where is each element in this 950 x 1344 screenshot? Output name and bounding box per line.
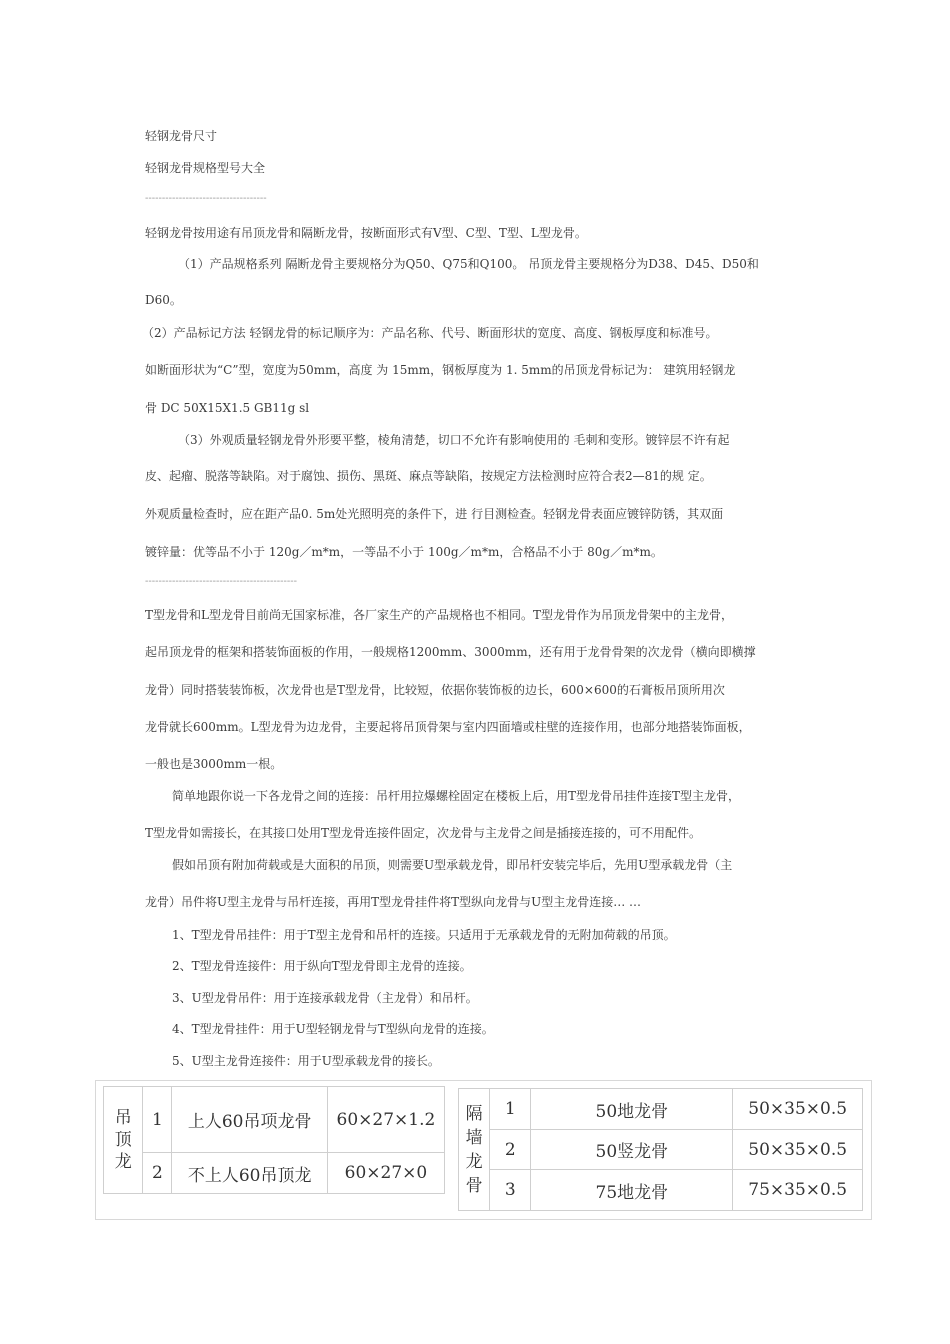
paragraph-connection-line: 简单地跟你说一下各龙骨之间的连接：吊杆用拉爆螺栓固定在楼板上后，用T型龙骨吊挂件连接T型主龙骨，: [172, 789, 741, 803]
table-cell-spec: 50×35×0.5: [733, 1089, 863, 1130]
table-cell-spec: 60×27×1.2: [327, 1087, 444, 1153]
separator: ------------------------------------: [145, 193, 267, 204]
table-cell-spec: 75×35×0.5: [733, 1170, 863, 1211]
table-group-label: 吊顶龙: [104, 1087, 143, 1194]
doc-subtitle: 轻钢龙骨规格型号大全: [145, 161, 266, 175]
list-item: 5、U型主龙骨连接件：用于U型承载龙骨的接长。: [172, 1054, 440, 1068]
paragraph-mark-line: （2）产品标记方法 轻钢龙骨的标记顺序为：产品名称、代号、断面形状的宽度、高度、钢板厚度和标准号。: [142, 326, 718, 340]
paragraph-t-type-line: 一般也是3000mm一根。: [145, 757, 283, 771]
table-cell-no: 2: [143, 1153, 172, 1194]
list-item: 2、T型龙骨连接件：用于纵向T型龙骨即主龙骨的连接。: [172, 959, 472, 973]
paragraph-quality-line: 镀锌量：优等品不小于 120g／m*m，一等品不小于 100g／m*m，合格品不小于 80g／m*m。: [145, 545, 663, 559]
table-cell-name: 75地龙骨: [531, 1170, 733, 1211]
paragraph-t-type-line: 龙骨就长600mm。L型龙骨为边龙骨，主要起将吊顶骨架与室内四面墙或柱壁的连接作用，也部分地搭装饰面板，: [145, 720, 751, 734]
paragraph-quality-line: 皮、起瘤、脱落等缺陷。对于腐蚀、损伤、黑斑、麻点等缺陷，按规定方法检测时应符合表2—81的规 定。: [145, 469, 712, 483]
table-cell-no: 2: [490, 1130, 531, 1170]
list-item: 1、T型龙骨吊挂件：用于T型主龙骨和吊杆的连接。只适用于无承载龙骨的无附加荷载的吊顶。: [172, 928, 676, 942]
table-cell-name: 上人60吊项龙骨: [172, 1087, 327, 1153]
table-cell-name: 50竖龙骨: [531, 1130, 733, 1170]
separator: ---------------------------------------------: [145, 576, 298, 587]
doc-title: 轻钢龙骨尺寸: [145, 129, 218, 143]
paragraph-t-type-line: T型龙骨和L型龙骨目前尚无国家标准，各厂家生产的产品规格也不相同。T型龙骨作为吊顶龙骨架中的主龙骨，: [145, 608, 733, 622]
paragraph-spec-line: D60。: [145, 293, 182, 307]
table-cell-no: 3: [490, 1170, 531, 1211]
partition-keel-table: [458, 1088, 863, 1211]
paragraph-connection-line: T型龙骨如需接长，在其接口处用T型龙骨连接件固定，次龙骨与主龙骨之间是插接连接的，可不用配件。: [145, 826, 702, 840]
table-cell-name: 不上人60吊顶龙: [172, 1153, 327, 1194]
paragraph-t-type-line: 起吊顶龙骨的框架和搭装饰面板的作用，一般规格1200mm、3000mm，还有用于龙骨骨架的次龙骨（横向即横撑: [145, 645, 756, 659]
table-cell-no: 1: [143, 1087, 172, 1153]
paragraph-t-type-line: 龙骨）同时搭装装饰板，次龙骨也是T型龙骨，比较短，依据你装饰板的边长，600×600的石膏板吊顶所用次: [145, 683, 725, 697]
paragraph-intro: 轻钢龙骨按用途有吊顶龙骨和隔断龙骨，按断面形式有V型、C型、T型、L型龙骨。: [145, 226, 587, 240]
table-cell-spec: 60×27×0: [327, 1153, 444, 1194]
paragraph-quality-line: 外观质量检查时，应在距产品0. 5m处光照明亮的条件下，进 行目测检查。轻钢龙骨表面应镀锌防锈，其双面: [145, 507, 724, 521]
list-item: 4、T型龙骨挂件：用于U型轻钢龙骨与T型纵向龙骨的连接。: [172, 1022, 494, 1036]
table-cell-no: 1: [490, 1089, 531, 1130]
paragraph-mark-line: 如断面形状为“C”型，宽度为50mm，高度 为 15mm，钢板厚度为 1. 5mm的吊顶龙骨标记为： 建筑用轻钢龙: [145, 363, 736, 377]
paragraph-spec-line: （1）产品规格系列 隔断龙骨主要规格分为Q50、Q75和Q100。 吊顶龙骨主要规格分为D38、D45、D50和: [178, 257, 759, 271]
table-group-label: 隔墙龙骨: [459, 1089, 490, 1211]
table-cell-spec: 50×35×0.5: [733, 1130, 863, 1170]
ceiling-keel-table: [103, 1086, 445, 1194]
paragraph-load-line: 假如吊顶有附加荷载或是大面积的吊顶，则需要U型承载龙骨，即吊杆安装完毕后，先用U型承载龙骨（主: [172, 858, 733, 872]
list-item: 3、U型龙骨吊件：用于连接承载龙骨（主龙骨）和吊杆。: [172, 991, 478, 1005]
paragraph-quality-line: （3）外观质量轻钢龙骨外形要平整，棱角清楚，切口不允许有影响使用的 毛刺和变形。镀锌层不许有起: [178, 433, 730, 447]
paragraph-mark-line: 骨 DC 50X15X1.5 GB11g sl: [145, 401, 310, 415]
table-cell-name: 50地龙骨: [531, 1089, 733, 1130]
paragraph-load-line: 龙骨）吊件将U型主龙骨与吊杆连接，再用T型龙骨挂件将T型纵向龙骨与U型主龙骨连接… …: [145, 895, 642, 909]
